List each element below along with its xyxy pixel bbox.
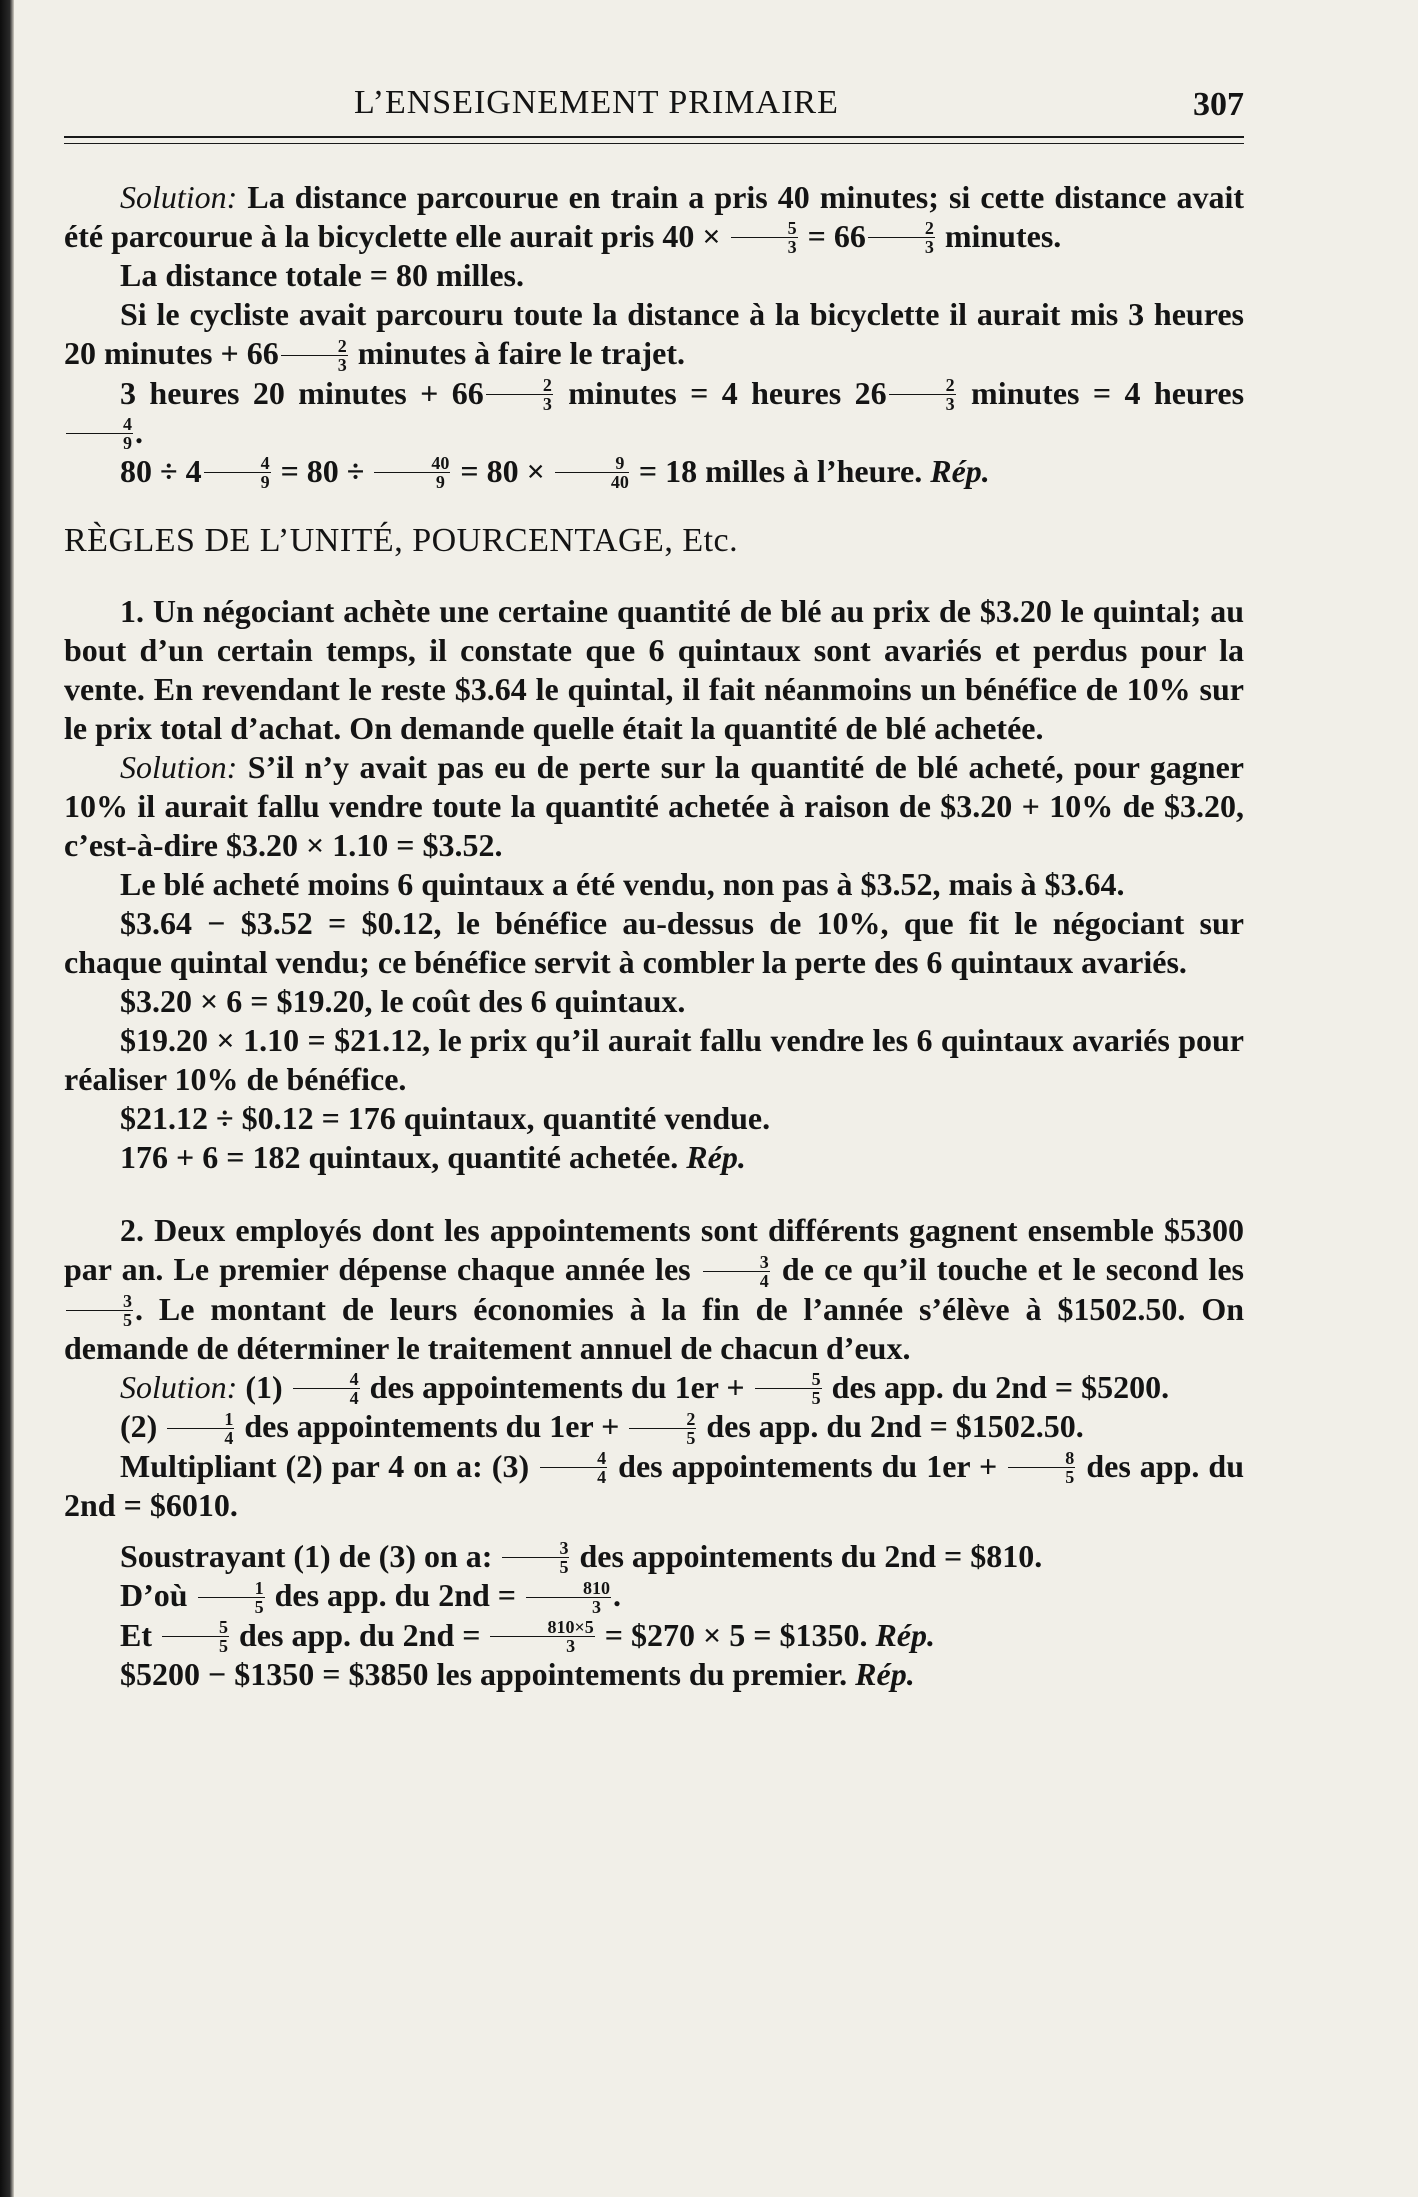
text: (2) — [120, 1408, 166, 1445]
page-number: 307 — [1193, 86, 1244, 123]
text: Et — [120, 1616, 160, 1653]
numerator: 3 — [502, 1539, 569, 1558]
problem-2-statement — [64, 1211, 1244, 1368]
text: La distance parcourue en train a pris 40 minutes; si cette distance avait été parcourue à la bicyclette elle aurait pris 40 × — [64, 179, 1244, 254]
book-binding-edge — [0, 0, 14, 2197]
problem-2-step — [64, 1616, 1244, 1655]
fraction — [167, 1410, 234, 1447]
denominator: 3 — [337, 354, 347, 375]
fraction — [731, 219, 798, 256]
fraction — [281, 337, 348, 374]
text: Soustrayant (1) de (3) on a: — [120, 1537, 501, 1574]
text: des app. du 2nd = $1502.50. — [698, 1408, 1084, 1445]
fraction — [889, 376, 956, 413]
problem-1-solution — [64, 748, 1244, 865]
numerator: 4 — [66, 415, 133, 434]
denominator: 5 — [686, 1427, 696, 1448]
numerator: 810 — [526, 1579, 611, 1598]
numerator: 3 — [66, 1292, 133, 1311]
text: des appointements du 1er + — [609, 1447, 1007, 1484]
numerator: 4 — [293, 1370, 360, 1389]
fraction — [526, 1579, 611, 1616]
problem-2-step — [64, 1576, 1244, 1615]
answer-mark: Rép. — [875, 1616, 935, 1653]
header-rule-thin — [64, 143, 1244, 144]
text: . — [613, 1577, 622, 1614]
denominator: 40 — [610, 472, 629, 493]
problem-2-step — [64, 1537, 1244, 1576]
text: = 66 — [799, 218, 866, 254]
running-head: L’ENSEIGNEMENT PRIMAIRE — [354, 84, 839, 121]
text: 3 heures 20 minutes + 66 — [120, 374, 484, 411]
text: = 18 milles à l’heure. — [630, 453, 931, 490]
problem-1-step: $3.64 − $3.52 = $0.12, le bénéfice au-dessus de 10%, que fit le négociant sur chaque quintal vendu; ce bénéfice servit à combler la perte des 6 quintaux avariés. — [64, 905, 1244, 981]
problem-1-step: $21.12 ÷ $0.12 = 176 quintaux, quantité vendue. — [120, 1100, 771, 1137]
text: de ce qu’il touche et le second les — [771, 1251, 1245, 1288]
denominator: 5 — [123, 1310, 132, 1331]
problem-2-step — [64, 1407, 1244, 1446]
problem-1-step: $3.20 × 6 = $19.20, le coût des 6 quintaux. — [120, 983, 686, 1020]
answer-mark: Rép. — [855, 1655, 915, 1692]
problem-1-step: $19.20 × 1.10 = $21.12, le prix qu’il aurait fallu vendre les 6 quintaux avariés pour réaliser 10% de bénéfice. — [64, 1022, 1244, 1098]
denominator: 9 — [123, 433, 132, 454]
section-title: RÈGLES DE L’UNITÉ, POURCENTAGE, Etc. — [64, 522, 739, 560]
text: 80 ÷ 4 — [120, 453, 202, 490]
text: . Le montant de leurs économies à la fin de l’année s’élève à $1502.50. On demande de déterminer le traitement annuel de chacun d’eux. — [64, 1290, 1244, 1367]
problem-1-step: Le blé acheté moins 6 quintaux a été vendu, non pas à $3.52, mais à $3.64. — [120, 866, 1125, 903]
answer-mark: Rép. — [686, 1139, 746, 1176]
numerator: 5 — [162, 1618, 229, 1637]
text: = 80 × — [452, 453, 553, 490]
fraction — [490, 1618, 594, 1655]
numerator: 1 — [167, 1410, 234, 1429]
fraction — [66, 415, 133, 452]
numerator: 1 — [198, 1579, 265, 1598]
text: minutes à faire le trajet. — [349, 335, 685, 372]
numerator: 4 — [204, 454, 271, 473]
numerator: 3 — [703, 1253, 770, 1272]
numerator: 2 — [868, 219, 935, 238]
denominator: 4 — [349, 1388, 359, 1409]
text: minutes = 4 heures — [957, 374, 1245, 411]
problem-2-answer — [64, 1655, 1244, 1694]
fraction — [703, 1253, 770, 1290]
text: Si le cycliste avait parcouru toute la distance à la bicyclette il aurait mis 3 heures 20 minutes + 66 — [64, 296, 1244, 372]
denominator: 4 — [597, 1466, 607, 1487]
denominator: 3 — [787, 237, 797, 258]
numerator: 4 — [540, 1449, 607, 1468]
numerator: 2 — [629, 1410, 696, 1429]
denominator: 3 — [566, 1635, 576, 1656]
problem-1-answer — [64, 1138, 1244, 1177]
text: minutes = 4 heures 26 — [554, 374, 887, 411]
text: (1) — [237, 1369, 291, 1406]
denominator: 9 — [435, 472, 445, 493]
text: minutes. — [936, 218, 1062, 254]
fraction — [629, 1410, 696, 1447]
denominator: 4 — [759, 1270, 769, 1291]
text: D’où — [120, 1577, 196, 1614]
fraction — [502, 1539, 569, 1576]
text: 176 + 6 = 182 quintaux, quantité achetée. — [120, 1139, 687, 1176]
numerator: 810×5 — [490, 1618, 594, 1637]
fraction — [204, 454, 271, 491]
fraction — [486, 376, 553, 413]
fraction — [293, 1370, 360, 1407]
fraction — [555, 454, 629, 491]
fraction — [374, 454, 450, 491]
intro-solution-paragraph — [64, 178, 1244, 256]
solution-label: Solution: — [120, 179, 238, 215]
denominator: 3 — [592, 1596, 602, 1617]
text: des appointements du 1er + — [236, 1408, 628, 1445]
numerator: 5 — [755, 1370, 822, 1389]
denominator: 5 — [1065, 1466, 1075, 1487]
speed-line — [64, 452, 1244, 491]
total-distance-line: La distance totale = 80 milles. — [120, 257, 524, 294]
denominator: 5 — [559, 1557, 569, 1578]
numerator: 8 — [1008, 1449, 1075, 1468]
text: = 80 ÷ — [272, 453, 373, 490]
book-page — [64, 70, 1244, 1694]
text: . — [135, 413, 143, 450]
text: des app. du 2nd = — [231, 1616, 489, 1653]
text: $5200 − $1350 = $3850 les appointements du premier. — [120, 1655, 856, 1692]
solution-label: Solution: — [120, 749, 238, 786]
fraction — [66, 1292, 133, 1329]
text: Multipliant (2) par 4 on a: (3) — [120, 1447, 539, 1484]
numerator: 40 — [374, 454, 450, 473]
denominator: 3 — [924, 237, 934, 258]
denominator: 3 — [542, 393, 552, 414]
header-rule — [64, 136, 1244, 138]
fraction — [868, 219, 935, 256]
denominator: 3 — [945, 393, 955, 414]
text: des appointements du 2nd = $810. — [571, 1537, 1043, 1574]
denominator: 4 — [224, 1427, 234, 1448]
time-sum-line — [64, 374, 1244, 453]
fraction — [755, 1370, 822, 1407]
problem-1-statement: 1. Un négociant achète une certaine quantité de blé au prix de $3.20 le quintal; au bout d’un certain temps, il constate que 6 quintaux sont avariés et perdus pour la vente. En revendant le reste $3.64 le quintal, il fait néanmoins un bénéfice de 10% sur le prix total d’achat. On demande quelle était la quantité de blé achetée. — [64, 593, 1244, 747]
denominator: 5 — [254, 1596, 264, 1617]
text: des app. du 2nd = — [266, 1577, 525, 1614]
problem-2-solution — [64, 1368, 1244, 1407]
text: des app. du 2nd = $6010. — [64, 1447, 1245, 1523]
text: des app. du 2nd = $5200. — [823, 1369, 1170, 1406]
page-header — [64, 70, 1244, 130]
numerator: 2 — [889, 376, 956, 395]
fraction — [1008, 1449, 1075, 1486]
fraction — [540, 1449, 607, 1486]
fraction — [162, 1618, 229, 1655]
text: 2. Deux employés dont les appointements sont différents gagnent ensemble $5300 par an. Le premier dépense chaque année les — [64, 1212, 1244, 1288]
numerator: 9 — [555, 454, 629, 473]
page-body — [64, 178, 1244, 1694]
problem-2-step — [64, 1447, 1244, 1525]
text: des appointements du 1er + — [361, 1369, 753, 1406]
numerator: 2 — [486, 376, 553, 395]
cyclist-line — [64, 295, 1244, 373]
text: = $270 × 5 = $1350. — [596, 1616, 876, 1653]
numerator: 2 — [281, 337, 348, 356]
answer-mark: Rép. — [930, 453, 990, 490]
text: S’il n’y avait pas eu de perte sur la quantité de blé acheté, pour gagner 10% il aurait fallu vendre toute la quantité achetée à raison de $3.20 + 10% de $3.20, c’est-à-dire $3.20 × 1.10 = $3.52. — [64, 749, 1244, 864]
denominator: 5 — [219, 1635, 228, 1656]
fraction — [198, 1579, 265, 1616]
numerator: 5 — [731, 219, 798, 238]
denominator: 9 — [260, 472, 270, 493]
denominator: 5 — [811, 1388, 821, 1409]
solution-label: Solution: — [120, 1369, 238, 1406]
